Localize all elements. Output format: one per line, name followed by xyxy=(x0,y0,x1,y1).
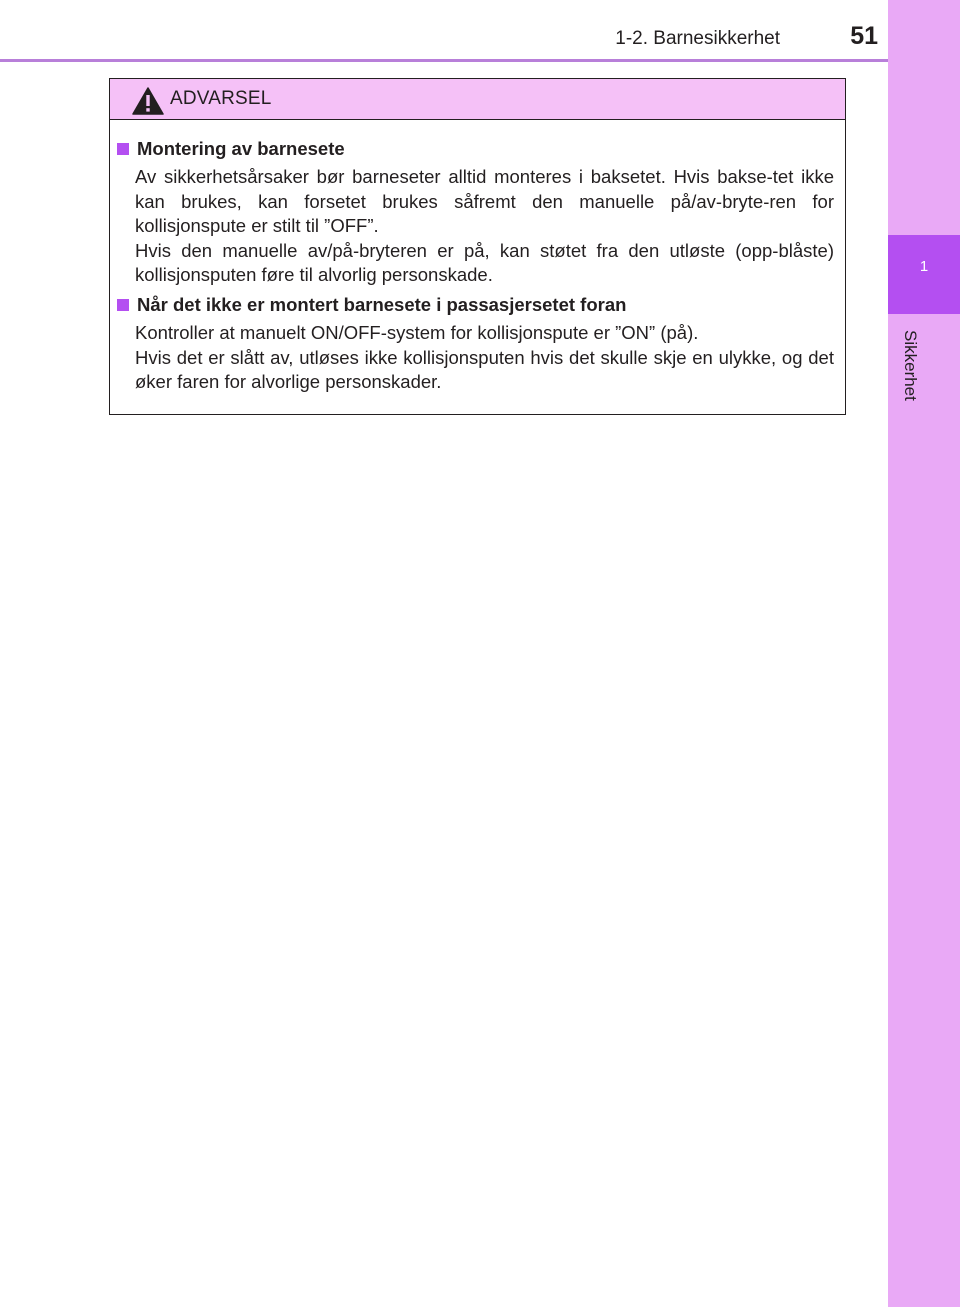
warning-paragraph: Kontroller at manuelt ON/OFF-system for kollisjonspute er ”ON” (på). xyxy=(135,322,699,343)
warning-paragraph: Hvis den manuelle av/på-bryteren er på, kan støtet fra den utløste (opp-blåste) kollisjonsputen føre til alvorlig personskade. xyxy=(135,239,834,285)
warning-item-heading-text: Montering av barnesete xyxy=(137,138,345,159)
square-bullet-icon xyxy=(117,143,129,155)
warning-item-body xyxy=(135,165,834,288)
warning-item-heading-text: Når det ikke er montert barnesete i passasjersetet foran xyxy=(137,294,627,315)
chapter-label: Sikkerhet xyxy=(901,330,920,401)
section-title: 1-2. Barnesikkerhet xyxy=(615,28,780,49)
warning-header xyxy=(110,79,845,120)
warning-item xyxy=(116,137,834,288)
warning-title: ADVARSEL xyxy=(170,88,272,109)
warning-item-heading xyxy=(116,293,834,317)
warning-item-body xyxy=(135,321,834,395)
chapter-side-tab xyxy=(888,0,960,1307)
square-bullet-icon xyxy=(117,299,129,311)
warning-paragraph: Hvis det er slått av, utløses ikke kollisjonsputen hvis det skulle skje en ulykke, og det øker faren for alvorlige personskader. xyxy=(135,346,834,392)
header-rule xyxy=(0,59,888,62)
page-header xyxy=(0,0,888,62)
warning-item xyxy=(116,293,834,395)
chapter-number: 1 xyxy=(919,258,929,275)
warning-box xyxy=(109,78,846,415)
page-number: 51 xyxy=(850,22,878,50)
warning-paragraph: Av sikkerhetsårsaker bør barneseter alltid monteres i baksetet. Hvis bakse-tet ikke kan brukes, kan forsetet brukes såfremt den manuelle på/av-bryte-ren for kollisjonspute er stilt til ”OFF”. xyxy=(135,166,834,236)
warning-item-heading xyxy=(116,137,834,161)
warning-triangle-icon xyxy=(132,87,164,115)
